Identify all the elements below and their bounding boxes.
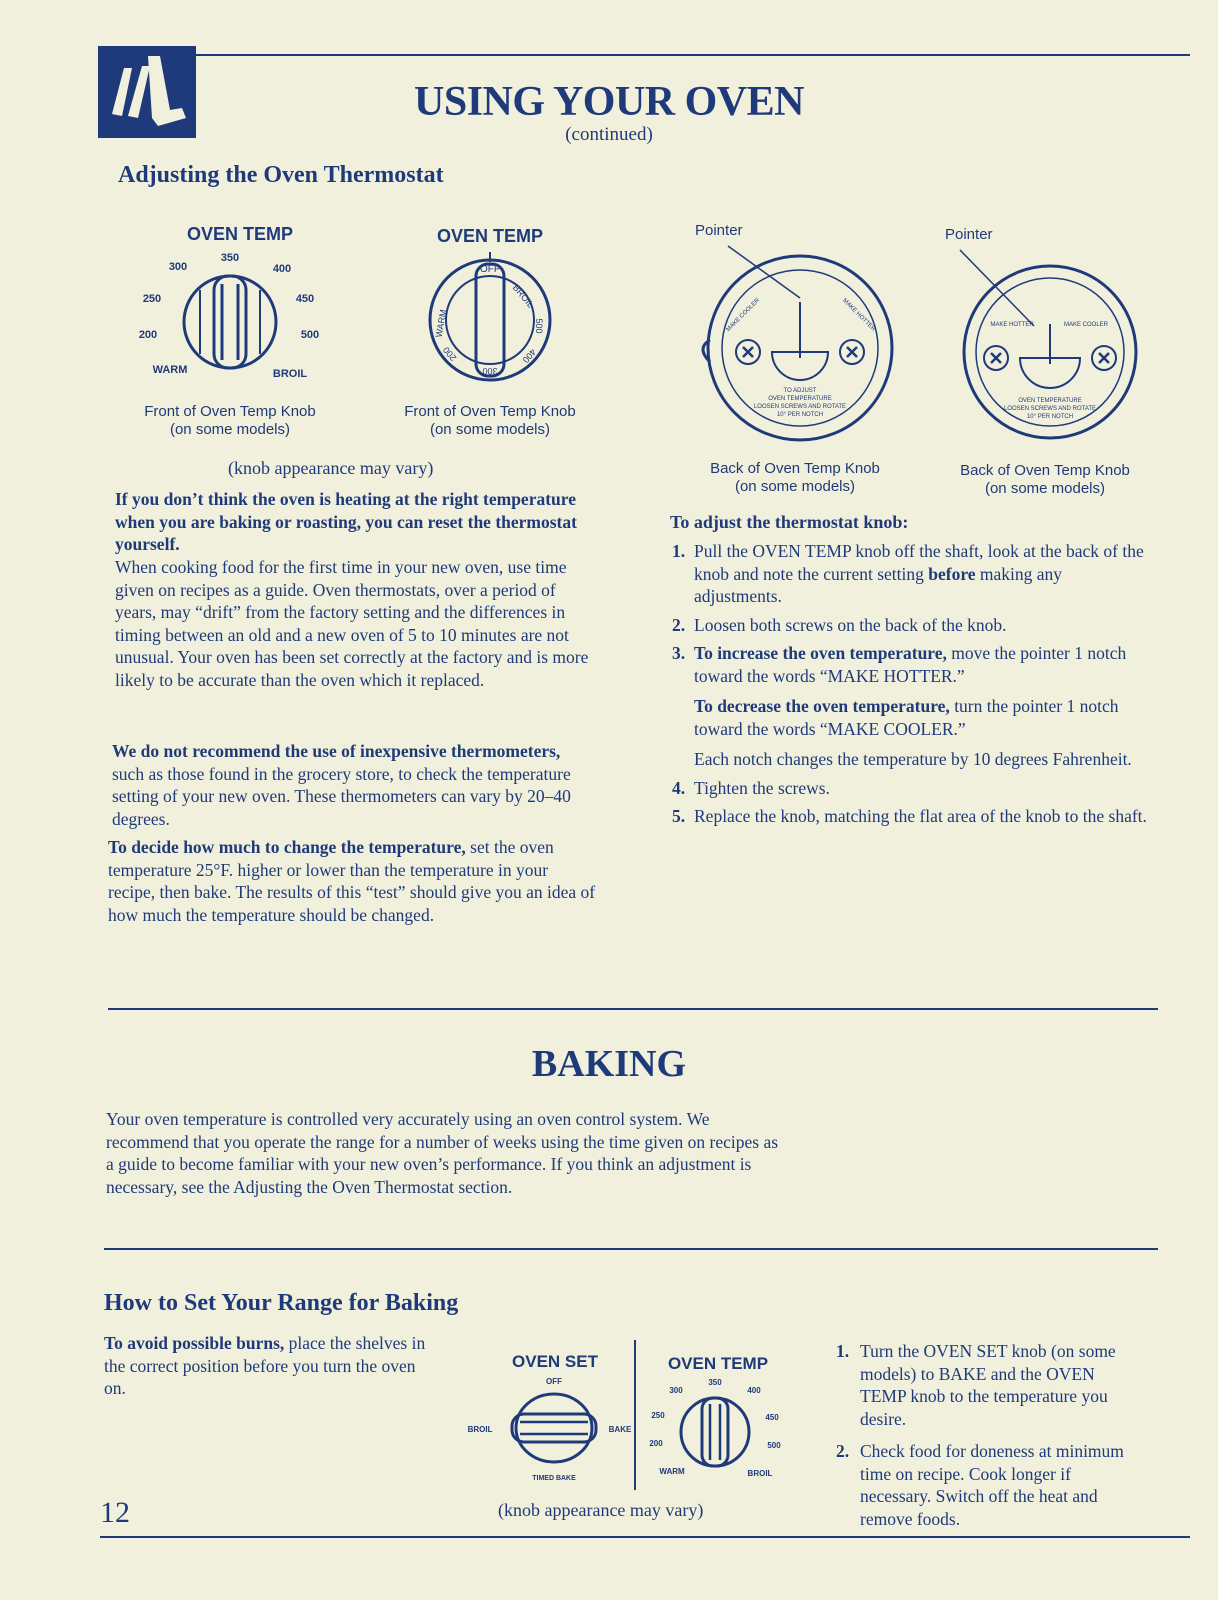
baking-step-2: 2. Check food for doneness at minimum time on recipe. Cook longer if necessary. Switch off the heat and remove foods.	[836, 1441, 1124, 1529]
bt-250: 250	[651, 1411, 665, 1420]
knob2-label: OVEN TEMP	[436, 226, 543, 246]
adjust-step-5: 5. Replace the knob, matching the flat area of the knob to the shaft.	[672, 806, 1147, 826]
decide-bold: To decide how much to change the temperature,	[108, 837, 466, 857]
pointer-label-2: Pointer	[945, 226, 993, 243]
oven-temp-knob-bottom	[640, 1376, 790, 1486]
adjust-step-3: 3. To increase the oven temperature, move the pointer 1 notch toward the words “MAKE HOTTER.” To decrease the oven temperature, turn the pointer 1 notch toward the words “MAKE COOLER.” Each notch changes the temperature by 10 degrees Fahrenheit.	[672, 642, 1152, 771]
oven-temp-label-bottom: OVEN TEMP	[667, 1354, 769, 1373]
dial-500: 500	[300, 329, 320, 341]
back1-hotter: MAKE HOTTER	[841, 297, 877, 333]
dial-broil: BROIL	[272, 368, 308, 380]
set-off: OFF	[546, 1377, 562, 1386]
knob3-caption-line1: Back of Oven Temp Knob	[710, 460, 880, 477]
back2-hotter: MAKE HOTTER	[990, 322, 1034, 328]
bt-warm: WARM	[659, 1467, 685, 1476]
adjust-step-1: 1. Pull the OVEN TEMP knob off the shaft, look at the back of the knob and note the current setting before making any adjustments.	[672, 541, 1144, 606]
back1-cooler: MAKE COOLER	[725, 297, 761, 333]
back2-adjust-4: 10° PER NOTCH	[1026, 414, 1074, 420]
burns-bold: To avoid possible burns,	[104, 1333, 285, 1353]
decide-text: set the oven temperature 25°F. higher or lower than the temperature in your recipe, then bake. The results of this “test” should give you an idea of how much the temperature should be changed.	[108, 837, 596, 925]
set-range-heading: How to Set Your Range for Baking	[104, 1290, 459, 1316]
knob3-caption	[680, 460, 910, 496]
thermometers-text: such as those found in the grocery store, to check the temperature setting of your new oven. These thermometers can vary by 20–40 degrees.	[112, 763, 571, 829]
thermometers-bold: We do not recommend the use of inexpensive thermometers,	[112, 741, 561, 761]
set-broil: BROIL	[468, 1425, 493, 1434]
page-title: USING YOUR OVEN	[414, 79, 804, 125]
knob2-caption	[370, 403, 610, 439]
oven-temp-knob-front-1	[130, 250, 330, 390]
section-divider-2	[104, 1248, 1158, 1250]
baking-intro: Your oven temperature is controlled very accurately using an oven control system. We recommend that you operate the range for a number of weeks using the time given on recipes as a guide to become familiar with your new oven’s performance. If you think an adjustment is necessary, see the Adjusting the Oven Thermostat section.	[106, 1109, 779, 1197]
baking-step-1: 1. Turn the OVEN SET knob (on some models) to BAKE and the OVEN TEMP knob to the temperature you desire.	[836, 1341, 1116, 1429]
knob1-caption	[120, 403, 340, 439]
back1-adjust-3: LOOSEN SCREWS AND ROTATE	[753, 404, 847, 410]
knob2-caption-line1: Front of Oven Temp Knob	[404, 403, 576, 420]
knob2-caption-line2: (on some models)	[429, 421, 551, 438]
back1-adjust-2: OVEN TEMPERATURE	[768, 396, 832, 402]
adjust-step-2: 2. Loosen both screws on the back of the knob.	[672, 614, 1007, 635]
ring-warm: WARM	[433, 308, 449, 339]
ring-200: 200	[441, 344, 459, 363]
knob3-caption-line2: (on some models)	[734, 478, 856, 495]
burns-paragraph	[104, 1332, 434, 1400]
page-subtitle: (continued)	[565, 124, 653, 145]
footer-rule	[100, 1536, 1190, 1538]
back2-cooler: MAKE COOLER	[1063, 322, 1109, 328]
page-number: 12	[100, 1496, 130, 1529]
oven-set-label: OVEN SET	[512, 1352, 598, 1371]
decide-paragraph	[108, 836, 596, 926]
bt-300: 300	[669, 1386, 683, 1395]
ring-500: 500	[534, 318, 544, 334]
oven-temp-knob-back-2	[950, 246, 1150, 446]
adjust-heading: To adjust the thermostat knob:	[670, 512, 909, 532]
bt-450: 450	[765, 1413, 779, 1422]
ring-300: 300	[482, 366, 498, 376]
baking-steps	[836, 1340, 1136, 1530]
header-rule	[196, 54, 1190, 56]
bt-broil: BROIL	[747, 1469, 773, 1478]
back2-adjust-3: LOOSEN SCREWS AND ROTATE	[1003, 406, 1097, 412]
knob4-caption-line1: Back of Oven Temp Knob	[960, 462, 1130, 479]
knob4-caption-line2: (on some models)	[984, 480, 1106, 497]
adjust-step-3c: Each notch changes the temperature by 10 degrees Fahrenheit.	[694, 749, 1132, 769]
knob4-caption	[930, 462, 1160, 498]
dial-warm: WARM	[152, 364, 188, 376]
knob-note-top: (knob appearance may vary)	[228, 458, 434, 478]
adjust-step-3b: To decrease the oven temperature, turn the pointer 1 notch toward the words “MAKE COOLER.”	[694, 696, 1119, 739]
adjust-step-4: 4. Tighten the screws.	[672, 777, 830, 798]
ring-broil: BROIL	[510, 282, 536, 310]
burns-text: place the shelves in the correct position before you turn the oven on.	[104, 1333, 426, 1398]
back1-adjust-4: 10° PER NOTCH	[776, 412, 824, 418]
dial-450: 450	[295, 293, 315, 305]
back1-adjust-1: TO ADJUST	[783, 388, 817, 394]
intro-bold: If you don’t think the oven is heating at the right temperature when you are baking or roasting, you can reset the thermostat yourself.	[115, 489, 577, 554]
dial-200: 200	[138, 329, 158, 341]
section-divider-1	[108, 1008, 1158, 1010]
back2-adjust-2: OVEN TEMPERATURE	[1018, 398, 1082, 404]
set-bake: BAKE	[608, 1425, 632, 1434]
oven-temp-knob-back-1	[700, 240, 910, 450]
thermostat-heading: Adjusting the Oven Thermostat	[118, 162, 444, 188]
set-timed-bake: TIMED BAKE	[532, 1475, 576, 1482]
knob1-caption-line2: (on some models)	[169, 421, 291, 438]
dial-400: 400	[272, 263, 292, 275]
ring-400: 400	[520, 346, 538, 365]
bt-500: 500	[767, 1441, 781, 1450]
bt-400: 400	[747, 1386, 761, 1395]
thermometers-paragraph	[112, 740, 592, 830]
bt-200: 200	[649, 1439, 663, 1448]
dial-250: 250	[142, 293, 162, 305]
bt-350: 350	[708, 1378, 722, 1387]
adjust-steps	[672, 540, 1152, 828]
knob1-caption-line1: Front of Oven Temp Knob	[144, 403, 316, 420]
dial-300: 300	[168, 261, 188, 273]
dial-350: 350	[220, 252, 240, 264]
knob-note-bottom: (knob appearance may vary)	[498, 1500, 704, 1520]
knob1-label: OVEN TEMP	[186, 224, 293, 244]
oven-set-knob	[468, 1374, 638, 1484]
ring-off: OFF	[480, 264, 500, 275]
pointer-label-1: Pointer	[695, 222, 743, 239]
intro-text: When cooking food for the first time in your new oven, use time given on recipes as a guide. Oven thermostats, over a period of years, may “drift” from the factory setting and the differences in timing between an old and a new oven of 5 to 10 minutes are not unusual. Your oven has been set correctly at the factory and is more likely to be accurate than the oven which it replaced.	[115, 557, 589, 690]
baking-title: BAKING	[531, 1043, 687, 1085]
oven-temp-knob-front-2	[415, 250, 565, 390]
